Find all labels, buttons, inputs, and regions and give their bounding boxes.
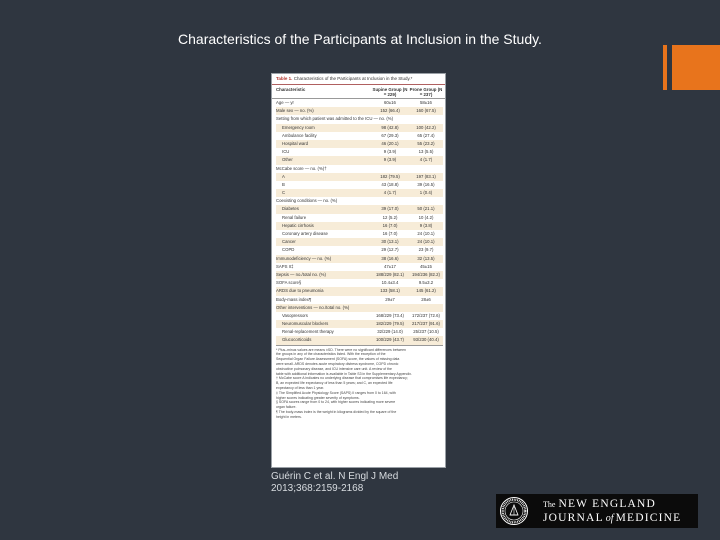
row-label: SOFA score§ [276, 280, 302, 286]
row-supine-value: 16 (7.0) [382, 231, 398, 236]
table-row [276, 124, 443, 132]
row-prone-value: 10 (4.2) [418, 214, 434, 220]
row-prone-value: 50 (21.1) [417, 206, 435, 212]
row-prone-value: 25/237 (10.5) [413, 329, 439, 335]
footnote-line: were small. ARDS denotes acute respiratory distress syndrome, COPD chronic [276, 362, 399, 367]
row-prone-value: 58±16 [420, 100, 432, 105]
footnote-line: height in meters. [276, 414, 302, 419]
row-label: Age — yr [276, 100, 294, 105]
row-supine-value: 9 (3.9) [383, 157, 397, 163]
table-row [276, 230, 443, 238]
row-supine-value: 9 (3.9) [383, 149, 397, 155]
row-prone-value [409, 197, 443, 205]
table-figure [271, 73, 446, 468]
row-label: Other [282, 157, 293, 163]
table-row [276, 336, 443, 344]
row-label: Setting from which patient was admitted to the ICU — no. (%) [276, 116, 394, 122]
table-row [276, 246, 443, 254]
row-label: Coexisting conditions — no. (%) [276, 198, 338, 204]
row-prone-value: 197 (83.1) [416, 173, 436, 179]
row-label: Vasopressors [282, 312, 308, 318]
table-header-row [272, 85, 445, 99]
row-supine-value [371, 197, 409, 205]
table-row [276, 205, 443, 213]
table-row [276, 238, 443, 246]
table-row [276, 99, 443, 107]
table-number: Table 1. [276, 76, 293, 81]
row-prone-value: 24 (10.1) [417, 239, 435, 245]
row-label: B [282, 181, 285, 187]
footnote-line: B, an expected life expectancy of less than 5 years; and C, an expected life [276, 381, 393, 386]
footnote-line: Sequential Organ Failure Assessment (SOFA) score, the values of missing data [276, 357, 400, 362]
row-supine-value: 10.4±3.4 [381, 280, 399, 286]
footnote-line: * Plus–minus values are means ±SD. There were no significant differences between [276, 347, 406, 352]
row-label: Hospital ward [282, 140, 309, 146]
row-prone-value: 145 (61.2) [416, 288, 436, 294]
row-supine-value: 152 (66.4) [380, 108, 400, 114]
table-footnotes [276, 345, 443, 420]
row-supine-value: 32/229 (14.0) [377, 329, 403, 335]
row-supine-value: 38 (16.6) [381, 255, 399, 261]
row-prone-value: 13 (5.5) [418, 149, 434, 155]
footnote-line: expectancy of less than 1 year. [276, 386, 325, 390]
row-label: SAPS II‡ [276, 263, 294, 269]
nejm-logo [496, 494, 698, 528]
table-row [276, 197, 443, 205]
table-row [276, 115, 443, 123]
footnote-line: § SOFA scores range from 0 to 24, with higher scores indicating more severe [276, 400, 396, 405]
row-supine-value: 47±17 [384, 263, 396, 269]
row-supine-value: 29±7 [385, 296, 395, 302]
row-prone-value: 93/230 (40.4) [413, 337, 439, 343]
row-supine-value: 30 (13.1) [381, 239, 399, 245]
row-prone-value: 9 (3.8) [419, 222, 433, 228]
row-prone-value: 172/237 (72.6) [412, 312, 440, 318]
row-supine-value: 12 (5.2) [382, 214, 398, 220]
row-prone-value: 45±15 [420, 263, 432, 269]
table-row [276, 132, 443, 140]
row-prone-value [409, 304, 443, 312]
row-prone-value: 32 (13.5) [417, 255, 435, 261]
table-title: Characteristics of the Participants at Inclusion in the Study.* [293, 76, 413, 81]
footnote-line: † McCabe score A indicates no underlying disease that compromises life expectancy; [276, 376, 408, 381]
row-supine-value: 16 (7.0) [382, 222, 398, 228]
table-row [276, 214, 443, 222]
citation [271, 471, 398, 495]
citation-volume: 2013;368:2159-2168 [271, 483, 364, 494]
row-prone-value: 55 (23.2) [417, 140, 435, 146]
table-row [276, 279, 443, 287]
row-label: Body-mass index¶ [276, 296, 312, 302]
table-row [276, 271, 443, 279]
table-row [276, 222, 443, 230]
table-body [272, 99, 445, 345]
table-row [276, 181, 443, 189]
row-supine-value: 43 (18.8) [381, 181, 399, 187]
row-supine-value: 98 (42.8) [381, 124, 399, 130]
row-supine-value: 29 (12.7) [381, 247, 399, 253]
table-row [276, 148, 443, 156]
table-row [276, 173, 443, 181]
nejm-logo-line1: The NEW ENGLAND [543, 498, 657, 510]
footnote-line: ‡ The Simplified Acute Physiology Score (SAPS) II ranges from 0 to 164, with [276, 390, 396, 395]
row-label: Diabetes [282, 206, 299, 212]
table-row [276, 328, 443, 336]
footnote-line: the groups in any of the characteristics listed. With the exception of the [276, 352, 386, 357]
row-label: Renal failure [282, 214, 307, 220]
table-row [276, 320, 443, 328]
row-supine-value [371, 304, 409, 312]
row-supine-value: 133 (58.1) [380, 288, 400, 294]
row-label: Neuromuscular blockers [282, 321, 329, 327]
row-prone-value: 4 (1.7) [419, 157, 433, 163]
row-label: Cancer [282, 239, 296, 245]
row-prone-value: 9.5±3.2 [418, 280, 434, 286]
row-label: McCabe score — no. (%)† [276, 165, 327, 171]
table-row [276, 312, 443, 320]
row-label: A [282, 173, 285, 179]
accent-bar [663, 45, 667, 90]
row-label: Glucocorticoids [282, 337, 312, 343]
footnote-line: organ failure. [276, 405, 297, 410]
row-supine-value: 39 (17.0) [381, 206, 399, 212]
table-caption [272, 74, 445, 85]
table-row [276, 107, 443, 115]
row-label: Coronary artery disease [282, 231, 328, 236]
row-label: ARDS due to pneumonia [276, 288, 324, 294]
footnote-line: table with additional information is available in Table S3 in the Supplementary Appendix. [276, 371, 412, 376]
row-label: Hepatic cirrhosis [282, 222, 314, 228]
table-row [276, 156, 443, 164]
row-label: C [282, 190, 286, 196]
table-row [276, 189, 443, 197]
row-label: Emergency room [282, 124, 315, 130]
row-prone-value: 24 (10.1) [417, 231, 435, 236]
row-prone-value: 1 (0.4) [419, 190, 433, 196]
table-row [276, 263, 443, 271]
row-prone-value: 28±6 [421, 296, 431, 302]
row-prone-value [409, 165, 443, 173]
row-supine-value: 182/229 (79.5) [376, 321, 404, 327]
row-supine-value: 188/229 (82.1) [376, 271, 404, 277]
column-header-prone: Prone Group (N = 237) [409, 87, 443, 97]
row-label: Sepsis — no./total no. (%) [276, 271, 326, 277]
row-supine-value: 60±16 [384, 100, 396, 105]
row-label: ICU [282, 149, 290, 155]
row-supine-value: 46 (20.1) [381, 140, 399, 146]
footnote-line: ¶ The body-mass index is the weight in kilograms divided by the square of the [276, 409, 397, 414]
footnote-line: obstructive pulmonary disease, and ICU intensive care unit. A review of the [276, 366, 392, 371]
row-label: COPD [282, 247, 295, 253]
table-row [276, 140, 443, 148]
row-prone-value: 217/237 (91.6) [412, 321, 440, 327]
row-supine-value: 67 (29.3) [381, 132, 399, 138]
table-row [276, 304, 443, 312]
row-supine-value: 100/229 (43.7) [376, 337, 404, 343]
row-prone-value: 39 (16.5) [417, 181, 435, 187]
table-row [276, 255, 443, 263]
table-row [276, 165, 443, 173]
row-prone-value [419, 115, 443, 123]
table-row [276, 296, 443, 304]
column-header-characteristic: Characteristic [276, 87, 306, 92]
accent-box [672, 45, 720, 90]
column-header-supine: Supine Group (N = 229) [372, 87, 408, 97]
row-prone-value: 23 (9.7) [418, 247, 434, 253]
row-label: Immunodeficiency — no. (%) [276, 255, 332, 261]
row-prone-value: 160 (67.5) [416, 108, 436, 114]
row-prone-value: 100 (42.2) [416, 124, 436, 130]
citation-journal: Guérin C et al. N Engl J Med [271, 471, 399, 482]
row-supine-value [393, 115, 419, 123]
row-supine-value: 4 (1.7) [383, 190, 397, 196]
slide-title: Characteristics of the Participants at Inclusion in the Study. [178, 31, 542, 47]
row-supine-value: 168/229 (73.4) [376, 312, 404, 318]
row-label: Renal-replacement therapy [282, 329, 334, 335]
row-label: Other interventions — no./total no. (%) [276, 304, 350, 310]
row-supine-value: 182 (79.5) [380, 173, 400, 179]
footnote-line: higher scores indicating greater severity of symptoms. [276, 395, 360, 400]
table-row [276, 287, 443, 295]
row-label: Ambulance facility [282, 132, 317, 138]
row-label: Male sex — no. (%) [276, 108, 314, 114]
row-prone-value: 194/236 (82.2) [412, 271, 440, 277]
society-seal-icon [499, 496, 529, 526]
row-prone-value: 65 (27.4) [417, 132, 435, 138]
nejm-logo-line2: JOURNAL of MEDICINE [543, 512, 682, 524]
row-supine-value [371, 165, 409, 173]
